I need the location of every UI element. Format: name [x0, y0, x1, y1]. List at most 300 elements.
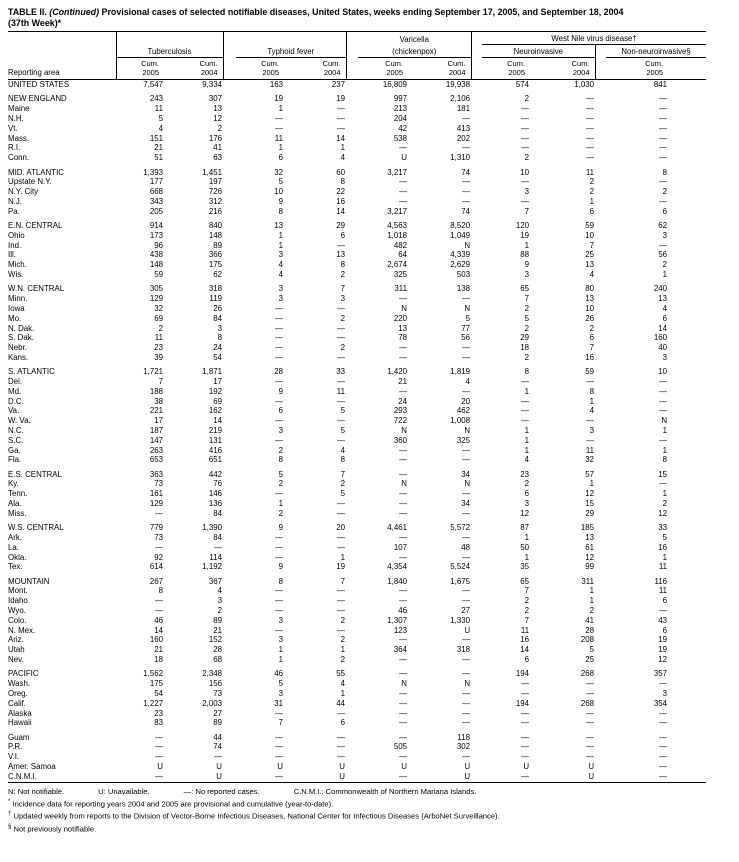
spacer-cell [346, 689, 358, 699]
spacer-cell [223, 733, 236, 743]
value-cell: — [659, 177, 668, 187]
spacer-cell [346, 80, 358, 90]
spacer-cell [346, 94, 358, 104]
spacer-cell [223, 426, 236, 436]
value-cell: — [462, 177, 471, 187]
spacer-cell [223, 709, 236, 719]
value-cell: 1 [340, 645, 345, 655]
value-cell: 2 [158, 323, 163, 333]
value-cell: 2 [278, 508, 283, 518]
footnote-text: Incidence data for reporting years 2004 and 2005 are provisional and cumulative (year-to-date). [12, 799, 334, 809]
spacer-cell [595, 742, 606, 752]
value-cell: — [521, 718, 530, 728]
footnote-legend [8, 787, 731, 797]
value-cell: — [659, 123, 668, 133]
value-cell: 19,938 [445, 80, 471, 90]
group-divider [595, 58, 606, 80]
value-cell: — [275, 123, 283, 133]
footnotes [8, 787, 731, 835]
legend-item: U: Unavailable. [98, 786, 150, 796]
value-cell: 2,348 [202, 669, 222, 679]
value-cell: 6 [340, 230, 345, 240]
value-cell: — [337, 396, 345, 406]
spacer-cell [595, 733, 606, 743]
value-cell: 6 [589, 333, 595, 343]
spacer-cell [346, 270, 358, 280]
value-cell: 413 [456, 123, 471, 133]
value-cell: 2,003 [202, 698, 222, 708]
value-cell: 11 [274, 133, 283, 143]
value-cell: 29 [585, 508, 595, 518]
table-row [8, 377, 706, 387]
reporting-area-cell: N.H. [8, 114, 24, 124]
table-row [8, 250, 706, 260]
value-cell: 57 [585, 469, 595, 479]
reporting-area-cell: C.N.M.I. [8, 771, 37, 781]
value-cell: 8 [278, 455, 283, 465]
spacer-cell [595, 470, 606, 480]
value-cell: 3 [524, 499, 530, 509]
value-cell: — [155, 752, 163, 762]
value-cell: 503 [456, 270, 471, 280]
reporting-area-cell: S. Dak. [8, 333, 34, 343]
value-cell: 4 [278, 260, 283, 270]
value-cell: 151 [149, 133, 163, 143]
typhoid-group-label: Typhoid fever [236, 45, 346, 58]
value-cell: 208 [580, 635, 595, 645]
value-cell: — [275, 625, 283, 635]
value-cell: — [659, 708, 668, 718]
value-cell: 1 [278, 240, 283, 250]
spacer-cell [346, 645, 358, 655]
value-cell: 8 [340, 177, 345, 187]
value-cell: 5 [278, 469, 283, 479]
spacer-cell [346, 553, 358, 563]
value-cell: 23 [520, 469, 530, 479]
value-cell: 17 [213, 377, 222, 386]
value-cell: — [462, 586, 471, 596]
value-cell: — [399, 552, 407, 562]
value-cell: 1,840 [387, 576, 407, 586]
value-cell: — [462, 688, 471, 698]
spacer-cell [595, 626, 606, 636]
reporting-area-cell: D.C. [8, 396, 24, 406]
table-row [8, 543, 706, 553]
spacer-cell [346, 104, 358, 114]
value-cell: 5 [589, 645, 595, 655]
spacer-cell [595, 207, 606, 217]
value-cell: 19 [274, 94, 283, 104]
table-row [8, 718, 706, 728]
value-cell: 2 [524, 596, 530, 606]
value-cell: 46 [398, 606, 407, 616]
value-cell: — [275, 552, 283, 562]
value-cell: — [399, 352, 407, 362]
spacer-cell [471, 124, 482, 134]
table-row [8, 124, 706, 134]
table-row [8, 606, 706, 616]
reporting-area-cell: Amer. Samoa [8, 761, 56, 771]
table-row [8, 114, 706, 124]
spacer-cell [223, 367, 236, 377]
value-cell: 5 [340, 406, 345, 416]
reporting-area-cell: UNITED STATES [8, 80, 70, 90]
table-row [8, 479, 706, 489]
value-cell: — [659, 240, 668, 250]
value-cell: 3 [278, 635, 283, 645]
legend-item: —: No reported cases. [183, 786, 260, 796]
value-cell: 1,390 [202, 523, 222, 533]
spacer-cell [346, 367, 358, 377]
spacer-cell [223, 387, 236, 397]
value-cell: 156 [208, 679, 222, 689]
value-cell: 366 [208, 250, 222, 260]
value-cell: 1 [524, 386, 530, 396]
spacer-cell [471, 635, 482, 645]
value-cell: 2 [524, 323, 530, 333]
value-cell: 28 [585, 625, 595, 635]
spacer-cell [223, 577, 236, 587]
value-cell: 2 [524, 153, 530, 163]
reporting-area-cell: Oreg. [8, 688, 28, 698]
reporting-area-cell: MID. ATLANTIC [8, 167, 64, 177]
value-cell: 9 [524, 260, 530, 270]
value-cell: — [399, 508, 407, 518]
spacer-cell [223, 499, 236, 509]
value-cell: 197 [208, 177, 222, 187]
value-cell: — [399, 708, 407, 718]
value-cell: — [399, 718, 407, 728]
spacer-cell [223, 543, 236, 553]
value-cell: 3 [278, 250, 283, 260]
value-cell: — [659, 133, 668, 143]
spacer-cell [223, 114, 236, 124]
wnv-group-label: West Nile virus disease† [482, 32, 706, 45]
spacer-cell [346, 406, 358, 416]
value-cell: — [521, 133, 530, 143]
reporting-area-cell: NEW ENGLAND [8, 94, 67, 104]
footnote-text: Updated weekly from reports to the Division of Vector-Borne Infectious Diseases, National Center for Infectious Diseases (ArboNet Surveillance). [13, 811, 500, 821]
value-cell: 19 [658, 635, 668, 645]
spacer-cell [471, 397, 482, 407]
table-row [8, 241, 706, 251]
spacer-cell [595, 168, 606, 178]
value-cell: 10 [658, 367, 668, 377]
value-cell: — [399, 688, 407, 698]
value-cell: — [337, 303, 345, 313]
value-cell: 96 [154, 240, 163, 250]
column-header: Cum. 2004 [408, 58, 471, 80]
value-cell: 204 [393, 114, 407, 124]
value-cell: — [337, 708, 345, 718]
value-cell: 25 [585, 250, 595, 260]
value-cell: — [521, 177, 530, 187]
value-cell: 28 [274, 367, 283, 377]
table-row [8, 635, 706, 645]
spacer-cell [223, 314, 236, 324]
value-cell: 325 [393, 270, 407, 280]
value-cell: 146 [208, 489, 222, 499]
table-row [8, 509, 706, 519]
value-cell: 5 [340, 425, 345, 435]
value-cell: — [275, 416, 283, 426]
value-cell: 54 [213, 352, 222, 362]
value-cell: 16,809 [382, 80, 407, 90]
value-cell: 61 [585, 542, 595, 552]
title-continued: (Continued) [49, 7, 100, 17]
spacer-cell [346, 455, 358, 465]
value-cell: — [586, 416, 595, 426]
value-cell: 4 [217, 586, 222, 596]
table-row [8, 353, 706, 363]
column-header: Cum. 2004 [284, 58, 346, 80]
value-cell: — [659, 196, 668, 206]
value-cell: 2,674 [387, 260, 407, 270]
value-cell: 1 [662, 425, 668, 435]
value-cell: 34 [461, 499, 471, 509]
spacer-cell [346, 260, 358, 270]
spacer-cell [223, 742, 236, 752]
spacer-cell [595, 679, 606, 689]
value-cell: — [155, 508, 163, 518]
value-cell: 7,547 [143, 80, 163, 90]
group-divider [346, 58, 358, 80]
value-cell: 2 [340, 479, 345, 489]
value-cell: 13 [585, 294, 595, 304]
non-neuroinvasive-group-label: Non-neuroinvasive§ [606, 45, 706, 58]
spacer-cell [595, 689, 606, 699]
value-cell: — [337, 416, 345, 426]
group-divider [595, 45, 606, 58]
spacer-cell [595, 314, 606, 324]
value-cell: 16 [336, 196, 345, 206]
value-cell: 89 [213, 240, 222, 250]
value-cell: 12 [658, 508, 668, 518]
value-cell: 62 [658, 221, 668, 231]
spacer-cell [471, 699, 482, 709]
spacer-cell [223, 718, 236, 728]
value-cell: 7 [589, 240, 595, 250]
value-cell: 74 [213, 742, 222, 752]
value-cell: — [462, 294, 471, 304]
value-cell: 668 [149, 187, 163, 197]
spacer-cell [471, 333, 482, 343]
value-cell: 9 [278, 196, 283, 206]
value-cell: — [399, 489, 407, 499]
table-row [8, 343, 706, 353]
value-cell: — [659, 406, 668, 416]
spacer-cell [595, 709, 606, 719]
value-cell: — [275, 489, 283, 499]
header-group-row-2 [8, 45, 706, 58]
tuberculosis-group-label: Tuberculosis [116, 45, 223, 58]
value-cell: 78 [398, 333, 407, 343]
spacer-cell [471, 562, 482, 572]
value-cell: 841 [653, 80, 668, 90]
value-cell: 1 [524, 425, 530, 435]
spacer-cell [223, 294, 236, 304]
spacer-cell [471, 709, 482, 719]
spacer-cell [471, 134, 482, 144]
spacer-cell [471, 314, 482, 324]
spacer-cell [346, 543, 358, 553]
value-cell: 1,393 [143, 167, 163, 177]
spacer-cell [595, 177, 606, 187]
table-header [8, 32, 706, 80]
reporting-area-cell: S. ATLANTIC [8, 367, 55, 377]
value-cell: 10 [585, 303, 595, 313]
value-cell: 188 [149, 386, 163, 396]
spacer-cell [223, 134, 236, 144]
table-row [8, 772, 706, 782]
reporting-area-cell: Va. [8, 406, 20, 416]
value-cell: 54 [154, 688, 163, 698]
spacer-cell [471, 553, 482, 563]
spacer-cell [223, 187, 236, 197]
value-cell: 7 [340, 469, 345, 479]
spacer-cell [471, 168, 482, 178]
value-cell: 4 [589, 270, 595, 280]
value-cell: 363 [149, 469, 163, 479]
value-cell: 1,819 [450, 367, 471, 377]
spacer-cell [346, 577, 358, 587]
value-cell: 3,217 [387, 206, 407, 216]
value-cell: 83 [154, 718, 163, 728]
value-cell: 3 [340, 294, 345, 304]
value-cell: 2 [524, 94, 530, 104]
value-cell: — [275, 396, 283, 406]
value-cell: 92 [154, 552, 163, 562]
spacer-cell [346, 586, 358, 596]
value-cell: 11 [520, 625, 530, 635]
value-cell: 6 [662, 206, 668, 216]
spacer-cell [471, 387, 482, 397]
value-cell: — [399, 386, 407, 396]
value-cell: — [337, 377, 345, 386]
spacer-cell [595, 94, 606, 104]
spacer-cell [471, 197, 482, 207]
value-cell: 3 [278, 294, 283, 304]
reporting-area-cell: Idaho [8, 596, 28, 606]
value-cell: 6 [278, 406, 283, 416]
varicella-group-label-2: (chickenpox) [358, 45, 471, 58]
area-header-spacer [8, 32, 116, 45]
value-cell: 1,675 [450, 576, 471, 586]
spacer-cell [346, 523, 358, 533]
value-cell: N [401, 425, 407, 435]
value-cell: — [462, 596, 471, 606]
value-cell: 1 [278, 104, 283, 114]
spacer-cell [595, 523, 606, 533]
spacer-cell [346, 533, 358, 543]
value-cell: 10 [585, 230, 595, 240]
spacer-cell [346, 596, 358, 606]
spacer-cell [346, 762, 358, 772]
spacer-cell [471, 509, 482, 519]
spacer-cell [346, 479, 358, 489]
value-cell: 63 [213, 153, 222, 163]
value-cell: — [586, 123, 595, 133]
table-row [8, 387, 706, 397]
reporting-area-cell: Wyo. [8, 606, 26, 616]
spacer-cell [471, 143, 482, 153]
spacer-cell [223, 689, 236, 699]
value-cell: 416 [208, 445, 222, 455]
value-cell: — [521, 679, 530, 689]
spacer-cell [223, 596, 236, 606]
value-cell: 12 [520, 508, 530, 518]
value-cell: 148 [149, 260, 163, 270]
value-cell: 192 [208, 386, 222, 396]
spacer-cell [346, 626, 358, 636]
value-cell: — [275, 377, 283, 386]
value-cell: 148 [208, 230, 222, 240]
spacer-cell [346, 742, 358, 752]
legend-item: C.N.M.I.: Commonwealth of Northern Mariana Islands. [293, 786, 477, 796]
reporting-area-cell: N.C. [8, 425, 24, 435]
value-cell: 21 [154, 143, 163, 153]
spacer-cell [471, 353, 482, 363]
value-cell: 19 [336, 562, 345, 572]
value-cell: 19 [336, 94, 345, 104]
value-cell: N [401, 679, 407, 689]
value-cell: 161 [149, 489, 163, 499]
value-cell: 4 [278, 270, 283, 280]
table-row [8, 177, 706, 187]
table-row [8, 197, 706, 207]
value-cell: 5 [662, 532, 668, 542]
value-cell: 263 [149, 445, 163, 455]
value-cell: 268 [580, 669, 595, 679]
spacer-cell [346, 343, 358, 353]
value-cell: 438 [149, 250, 163, 260]
title-text: Provisional cases of selected notifiable diseases, United States, weeks ending September 17, 2005, and September 18, 2004 [101, 7, 624, 17]
value-cell: 3 [589, 425, 595, 435]
value-cell: 123 [393, 625, 407, 635]
value-cell: 136 [208, 499, 222, 509]
value-cell: — [399, 771, 407, 781]
spacer-cell [223, 284, 236, 294]
value-cell: 32 [585, 455, 595, 465]
value-cell: 29 [336, 221, 345, 231]
spacer-cell [346, 699, 358, 709]
value-cell: 11 [336, 386, 345, 396]
value-cell: — [462, 655, 471, 665]
value-cell: — [659, 435, 668, 445]
value-cell: 8 [524, 367, 530, 377]
reporting-area-cell: Nebr. [8, 343, 27, 353]
spacer-cell [223, 343, 236, 353]
spacer-cell [471, 294, 482, 304]
value-cell: — [659, 742, 668, 752]
value-cell: 5 [158, 114, 163, 124]
value-cell: — [521, 732, 530, 742]
spacer-cell [346, 294, 358, 304]
typhoid-header-spacer [236, 32, 346, 45]
value-cell: — [275, 752, 283, 762]
value-cell: 14 [213, 416, 222, 426]
spacer-cell [595, 397, 606, 407]
spacer-cell [346, 153, 358, 163]
value-cell: 160 [653, 333, 668, 343]
value-cell: 76 [213, 479, 222, 489]
spacer-cell [223, 397, 236, 407]
value-cell: — [155, 542, 163, 552]
value-cell: 177 [149, 177, 163, 187]
spacer-cell [223, 260, 236, 270]
table-row [8, 426, 706, 436]
spacer-cell [471, 679, 482, 689]
